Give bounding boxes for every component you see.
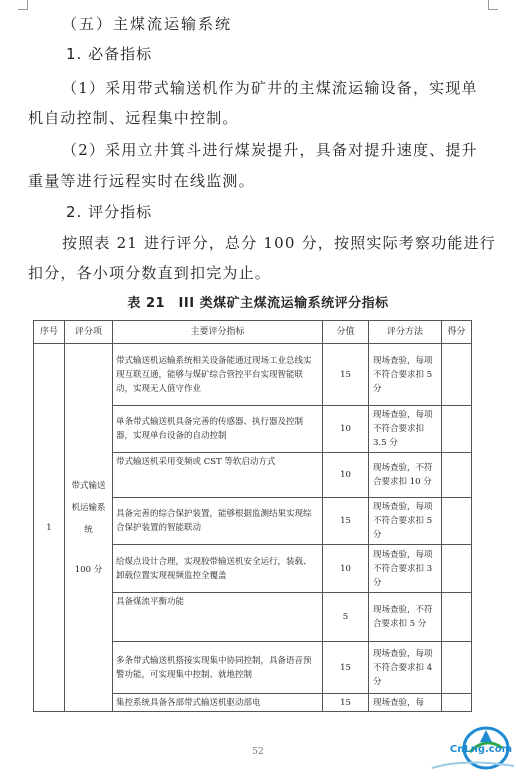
paragraph-2-line-1: （2）采用立井箕斗进行煤炭提升，具备对提升速度、提升 [62,141,478,159]
indicator-cell: 带式输送机运输系统相关设备能通过现场工业总线实现互联互通，能够与煤矿综合管控平台实现智能联动，实现无人值守作业 [113,344,323,406]
heading-scoring-indicators: 2. 评分指标 [66,203,153,221]
result-cell [442,344,472,406]
page-corner-mark-right [488,0,498,10]
method-cell: 现场查验，每项不符合要求扣 5 分 [369,498,442,545]
indicator-cell: 具备煤流平衡功能 [113,593,323,642]
indicator-cell: 集控系统具备各部带式输送机驱动部电 [113,694,323,712]
paragraph-1-line-1: （1）采用带式输送机作为矿井的主煤流运输设备，实现单 [62,79,478,97]
method-cell: 现场查验，每项不符合要求扣 4 分 [369,642,442,694]
section-title: （五）主煤流运输系统 [62,15,233,33]
result-cell [442,545,472,593]
method-cell: 现场查验，不符合要求扣 5 分 [369,593,442,642]
item-total-score: 100 分 [74,564,103,575]
page-corner-mark-left [18,0,28,10]
paragraph-3-line-2: 扣分，各小项分数直到扣完为止。 [28,264,272,282]
indicator-cell: 带式输送机采用变频或 CST 等软启动方式 [113,453,323,498]
seq-cell: 1 [34,344,65,712]
result-cell [442,694,472,712]
indicator-cell: 单条带式输送机具备完善的传感器、执行器及控制器，实现单台设备的自动控制 [113,406,323,453]
score-cell: 15 [323,642,369,694]
item-cell [65,344,113,712]
result-cell [442,498,472,545]
indicator-cell: 具备完善的综合保护装置，能够根据监测结果实现综合保护装置的智能联动 [113,498,323,545]
header-indicator: 主要评分指标 [113,321,323,344]
paragraph-2-line-2: 重量等进行远程实时在线监测。 [28,172,255,190]
score-cell: 5 [323,593,369,642]
indicator-cell: 多条带式输送机搭接实现集中协同控制，具备语音预警功能，可实现集中控制、就地控制 [113,642,323,694]
method-cell: 现场查验，每项不符合要求扣 3 分 [369,545,442,593]
header-result: 得分 [442,321,472,344]
method-cell: 现场查验，每项不符合要求扣 5 分 [369,344,442,406]
header-seq: 序号 [34,321,65,344]
score-cell: 15 [323,694,369,712]
paragraph-3-line-1: 按照表 21 进行评分，总分 100 分，按照实际考察功能进行 [62,234,496,252]
item-name: 带式输送机运输系统 [71,480,106,535]
page-number: 52 [252,747,264,757]
scoring-table [33,320,472,712]
watermark-text: CnLng.com [449,744,512,755]
score-cell: 10 [323,406,369,453]
score-cell: 10 [323,453,369,498]
method-cell: 现场查验，不符合要求扣 10 分 [369,453,442,498]
header-score: 分值 [323,321,369,344]
header-method: 评分方法 [369,321,442,344]
table-header-row [34,321,472,344]
score-cell: 15 [323,344,369,406]
result-cell [442,453,472,498]
heading-required-indicators: 1. 必备指标 [66,45,153,63]
method-cell: 现场查验，每 [369,694,442,712]
table-row [34,344,472,406]
header-item: 评分项 [65,321,113,344]
result-cell [442,593,472,642]
method-cell: 现场查验，每项不符合要求扣 3.5 分 [369,406,442,453]
result-cell [442,642,472,694]
indicator-cell: 给煤点设计合理，实现胶带输送机安全运行，装载、卸载位置实现视频监控全覆盖 [113,545,323,593]
score-cell: 10 [323,545,369,593]
result-cell [442,406,472,453]
table-caption: 表 21 III 类煤矿主煤流运输系统评分指标 [127,296,389,311]
score-cell: 15 [323,498,369,545]
paragraph-1-line-2: 机自动控制、远程集中控制。 [28,109,239,127]
